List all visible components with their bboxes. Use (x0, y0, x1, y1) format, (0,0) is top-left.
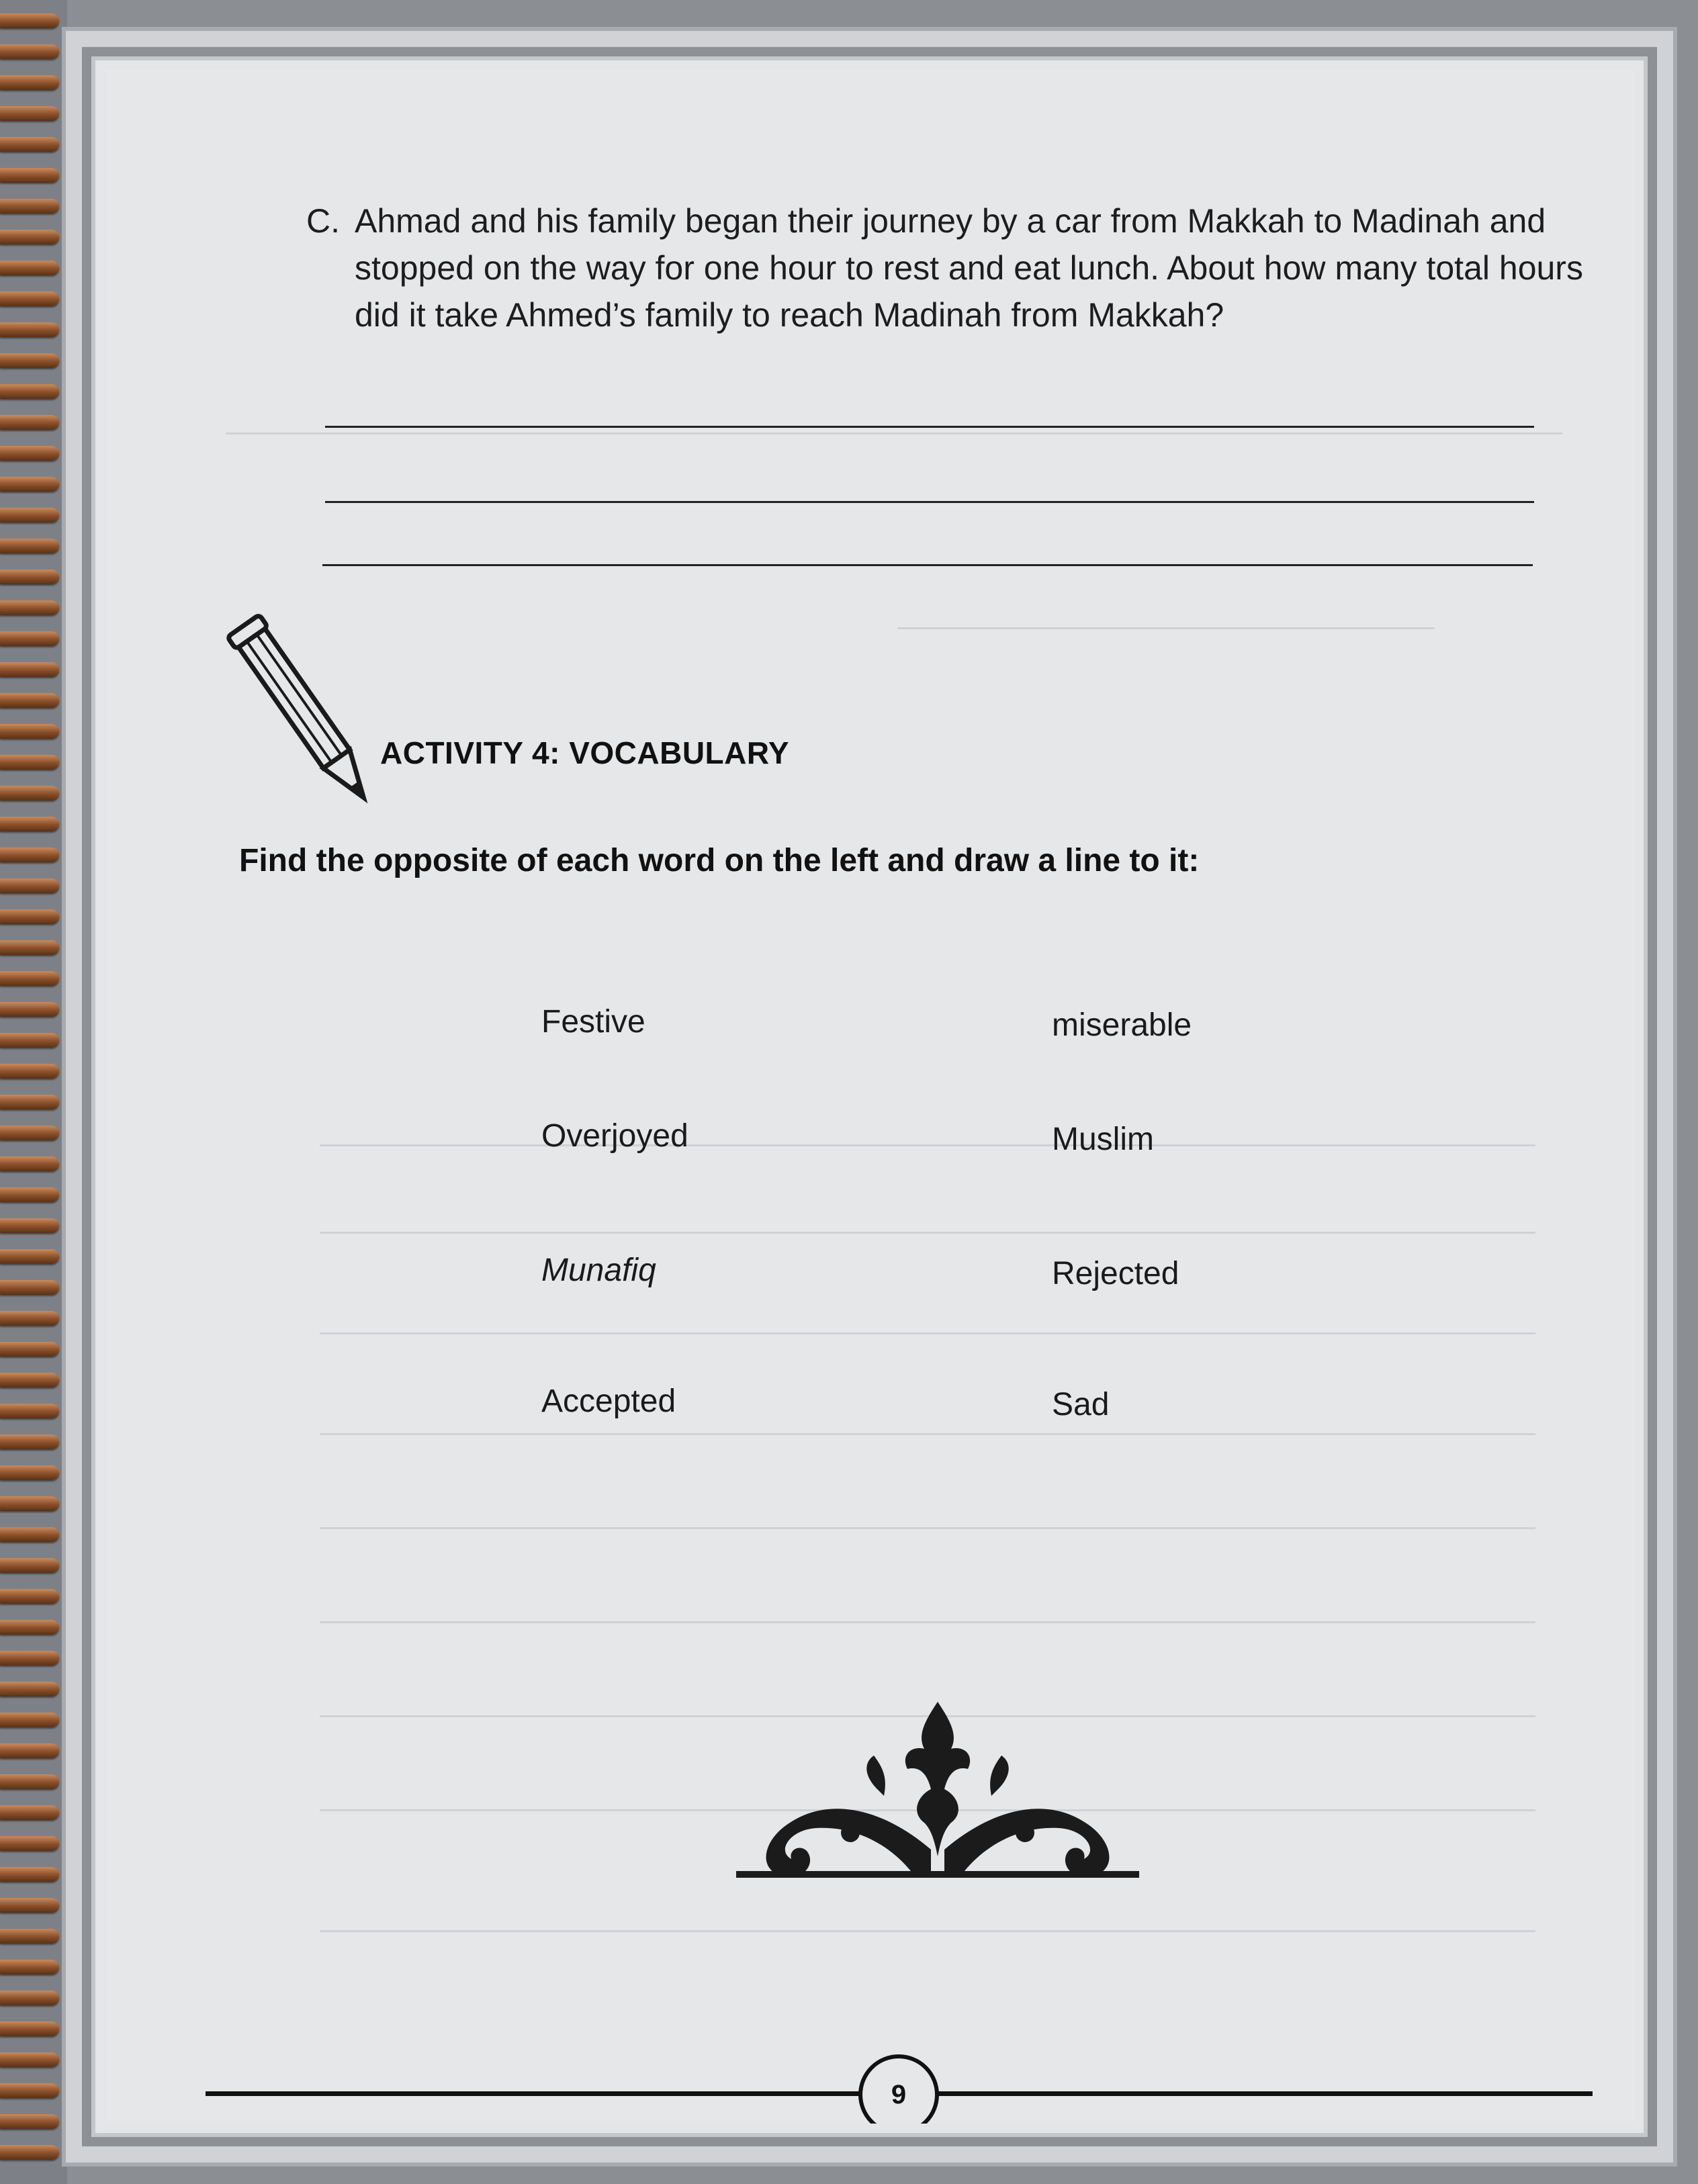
spiral-coil (0, 1249, 59, 1264)
spiral-coil (0, 1589, 59, 1604)
answer-line-1 (325, 426, 1534, 428)
left-word-2: Overjoyed (541, 1118, 688, 1154)
spiral-coil (0, 446, 59, 461)
spiral-coil (0, 1682, 59, 1696)
bleed-through-line (320, 1621, 1535, 1623)
right-word-2: Muslim (1052, 1122, 1154, 1157)
spiral-coil (0, 2021, 59, 2036)
spiral-coil (0, 1280, 59, 1295)
right-word-4: Sad (1052, 1387, 1110, 1422)
spiral-binding (0, 0, 67, 2184)
bleed-through-line (897, 627, 1435, 629)
spiral-coil (0, 13, 59, 28)
bleed-through-line (320, 1433, 1535, 1435)
spiral-coil (0, 1342, 59, 1357)
floral-ornament-icon (729, 1695, 1146, 1890)
spiral-coil (0, 1991, 59, 2005)
spiral-coil (0, 291, 59, 306)
spiral-coil (0, 353, 59, 368)
spiral-coil (0, 1404, 59, 1418)
pencil-icon (219, 600, 394, 829)
spiral-coil (0, 2145, 59, 2160)
spiral-coil (0, 1064, 59, 1079)
spiral-coil (0, 168, 59, 183)
spiral-coil (0, 724, 59, 739)
spiral-coil (0, 477, 59, 492)
spiral-coil (0, 1620, 59, 1635)
bleed-through-line (226, 433, 1562, 435)
question-letter: C. (306, 202, 340, 240)
spiral-coil (0, 539, 59, 553)
spiral-coil (0, 1713, 59, 1727)
spiral-coil (0, 1095, 59, 1109)
page-number: 9 (858, 2054, 939, 2124)
spiral-coil (0, 1527, 59, 1542)
activity-instruction: Find the opposite of each word on the left and draw a line to it: (239, 843, 1200, 878)
bleed-through-line (320, 1144, 1535, 1146)
spiral-coil (0, 1836, 59, 1851)
bleed-through-line (320, 1527, 1535, 1529)
spiral-coil (0, 1465, 59, 1480)
spiral-coil (0, 2083, 59, 2098)
spiral-coil (0, 1187, 59, 1202)
footer-rule-left (206, 2091, 860, 2096)
spiral-coil (0, 940, 59, 955)
spiral-coil (0, 786, 59, 801)
spiral-coil (0, 508, 59, 522)
spiral-coil (0, 1867, 59, 1882)
left-word-3: Munafiq (541, 1253, 656, 1288)
spiral-coil (0, 1898, 59, 1913)
page (62, 27, 1677, 2167)
spiral-coil (0, 1558, 59, 1573)
spiral-coil (0, 1033, 59, 1048)
answer-line-3 (322, 564, 1533, 566)
spiral-coil (0, 1373, 59, 1387)
spiral-coil (0, 137, 59, 152)
spiral-coil (0, 1805, 59, 1820)
spiral-coil (0, 600, 59, 615)
spiral-coil (0, 570, 59, 584)
spiral-coil (0, 878, 59, 893)
spiral-coil (0, 1126, 59, 1140)
spiral-coil (0, 1960, 59, 1974)
bleed-through-line (320, 1332, 1535, 1334)
spiral-coil (0, 261, 59, 275)
spiral-coil (0, 384, 59, 399)
spiral-coil (0, 44, 59, 59)
spiral-coil (0, 1156, 59, 1171)
activity-title: ACTIVITY 4: VOCABULARY (380, 735, 790, 770)
spiral-coil (0, 199, 59, 214)
page-border (82, 47, 1657, 2146)
right-word-3: Rejected (1052, 1256, 1179, 1291)
answer-line-2 (325, 501, 1534, 503)
question-text: Ahmad and his family began their journey by a car from Makkah to Madinah and stopped on the way for one hour to rest and eat lunch. About how many total hours did it take Ahmed’s family to reach Madinah from Makkah? (355, 202, 1583, 334)
spiral-coil (0, 106, 59, 121)
spiral-coil (0, 1651, 59, 1666)
spiral-coil (0, 2052, 59, 2067)
spiral-coil (0, 909, 59, 924)
spiral-coil (0, 1311, 59, 1326)
spiral-coil (0, 662, 59, 677)
spiral-coil (0, 1218, 59, 1233)
spiral-coil (0, 230, 59, 244)
bleed-through-line (320, 1232, 1535, 1234)
spiral-coil (0, 2114, 59, 2129)
spiral-coil (0, 848, 59, 862)
spiral-coil (0, 1929, 59, 1944)
spiral-coil (0, 631, 59, 646)
spiral-coil (0, 415, 59, 430)
spiral-coil (0, 693, 59, 708)
spiral-coil (0, 971, 59, 986)
spiral-coil (0, 755, 59, 770)
footer-rule-right (938, 2091, 1593, 2096)
left-word-4: Accepted (541, 1383, 676, 1419)
spiral-coil (0, 1435, 59, 1449)
spiral-coil (0, 817, 59, 831)
spiral-coil (0, 1743, 59, 1758)
spiral-coil (0, 1774, 59, 1789)
bleed-through-line (320, 1930, 1535, 1932)
right-word-1: miserable (1052, 1007, 1192, 1043)
left-word-1: Festive (541, 1004, 645, 1040)
page-content (105, 70, 1634, 2124)
spiral-coil (0, 75, 59, 90)
spiral-coil (0, 1002, 59, 1017)
spiral-coil (0, 1496, 59, 1511)
spiral-coil (0, 322, 59, 337)
